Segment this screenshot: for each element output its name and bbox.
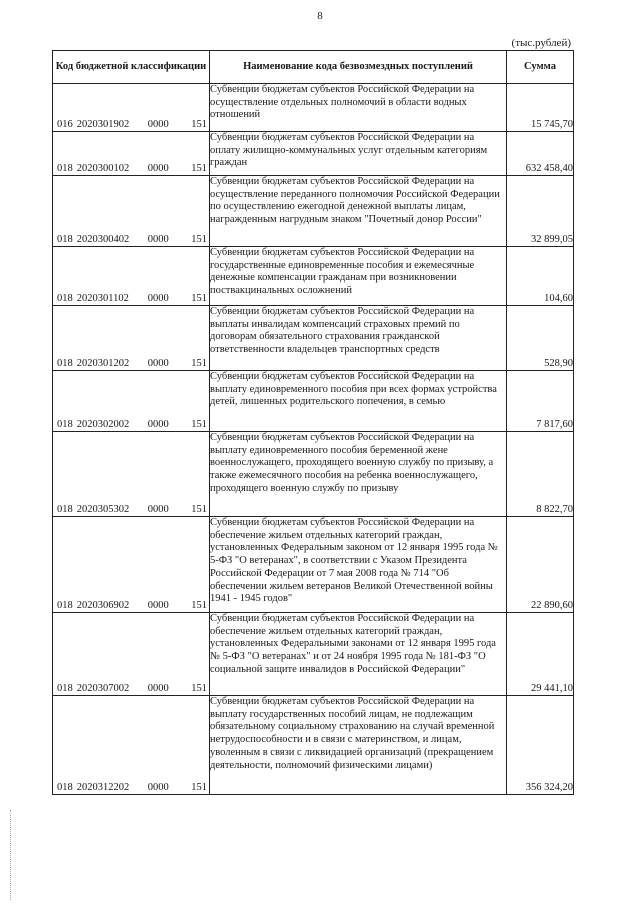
code-admin: 018 <box>57 419 73 430</box>
code-program: 0000 <box>147 234 169 245</box>
row-amount-cell: 632 458,40 <box>507 132 574 176</box>
code-econ: 151 <box>191 234 207 245</box>
budget-code <box>53 163 209 175</box>
budget-code <box>53 600 209 612</box>
code-admin: 016 <box>57 119 73 130</box>
row-code-cell <box>53 696 210 795</box>
row-amount-cell: 104,60 <box>507 247 574 306</box>
code-econ: 151 <box>191 683 207 694</box>
budget-code <box>53 683 209 695</box>
code-main: 2020300402 <box>76 234 130 245</box>
table-row <box>53 696 574 795</box>
code-admin: 018 <box>57 504 73 515</box>
code-main: 2020305302 <box>76 504 130 515</box>
row-code-cell <box>53 132 210 176</box>
code-main: 2020306902 <box>76 600 130 611</box>
code-admin: 018 <box>57 358 73 369</box>
row-name-cell: Субвенции бюджетам субъектов Российской Федерации на выплату единовременного пособия беременной жене военнослужащего, проходящего военную службу по призыву, а также ежемесячного пособия на ребенка военнослужащего, проходящего военную службу по призыву <box>210 432 507 517</box>
code-main: 2020301102 <box>76 293 129 304</box>
code-program: 0000 <box>147 419 169 430</box>
code-econ: 151 <box>191 782 207 793</box>
row-name-cell: Субвенции бюджетам субъектов Российской Федерации на осуществление переданного полномочия Российской Федерации по осуществлению ежегодной денежной выплаты лицам, награжденным нагрудным знаком "Почетный донор России" <box>210 176 507 247</box>
table-row <box>53 306 574 371</box>
code-program: 0000 <box>147 163 169 174</box>
table-row <box>53 432 574 517</box>
code-main: 2020301202 <box>76 358 130 369</box>
row-name-cell: Субвенции бюджетам субъектов Российской Федерации на выплату единовременного пособия при всех формах устройства детей, лишенных родительского попечения, в семью <box>210 371 507 432</box>
budget-code <box>53 782 209 794</box>
row-code-cell <box>53 432 210 517</box>
code-program: 0000 <box>147 358 169 369</box>
header-name: Наименование кода безвозмездных поступлений <box>210 51 507 84</box>
budget-code <box>53 234 209 246</box>
code-econ: 151 <box>191 293 207 304</box>
row-name-cell: Субвенции бюджетам субъектов Российской Федерации на оплату жилищно-коммунальных услуг отдельным категориям граждан <box>210 132 507 176</box>
code-econ: 151 <box>191 119 207 130</box>
row-amount-cell: 7 817,60 <box>507 371 574 432</box>
table-body <box>53 84 574 795</box>
row-code-cell <box>53 517 210 613</box>
budget-table <box>52 50 574 795</box>
budget-code <box>53 293 209 305</box>
code-admin: 018 <box>57 293 73 304</box>
table-row <box>53 517 574 613</box>
table-row <box>53 132 574 176</box>
row-amount-cell: 15 745,70 <box>507 84 574 132</box>
row-amount-cell: 29 441,10 <box>507 613 574 696</box>
row-name-cell: Субвенции бюджетам субъектов Российской Федерации на обеспечение жильем отдельных категорий граждан, установленных Федеральным законом от 12 января 1995 года № 5-ФЗ "О ветеранах", в соответствии с Указом Президента Российской Федерации от 7 мая 2008 года № 714 "Об обеспечении жильем ветеранов Великой Отечественной войны 1941 - 1945 годов" <box>210 517 507 613</box>
row-amount-cell: 32 899,05 <box>507 176 574 247</box>
row-code-cell <box>53 371 210 432</box>
row-amount-cell: 8 822,70 <box>507 432 574 517</box>
row-name-cell: Субвенции бюджетам субъектов Российской Федерации на осуществление отдельных полномочий в области водных отношений <box>210 84 507 132</box>
table-row <box>53 613 574 696</box>
budget-code <box>53 419 209 431</box>
code-program: 0000 <box>147 600 169 611</box>
row-amount-cell: 22 890,60 <box>507 517 574 613</box>
code-admin: 018 <box>57 782 73 793</box>
row-name-cell: Субвенции бюджетам субъектов Российской Федерации на выплаты инвалидам компенсаций страховых премий по договорам обязательного страхования гражданской ответственности владельцев транспортных средств <box>210 306 507 371</box>
row-code-cell <box>53 84 210 132</box>
budget-code <box>53 119 209 131</box>
table-row <box>53 84 574 132</box>
table-row <box>53 371 574 432</box>
code-program: 0000 <box>147 119 169 130</box>
code-program: 0000 <box>147 683 169 694</box>
code-econ: 151 <box>191 358 207 369</box>
code-main: 2020302002 <box>76 419 130 430</box>
units-label: (тыс.рублей) <box>511 37 571 49</box>
code-main: 2020307002 <box>76 683 130 694</box>
budget-code <box>53 358 209 370</box>
table-header-row <box>53 51 574 84</box>
scan-artifact <box>10 810 13 900</box>
header-amount: Сумма <box>507 51 574 84</box>
row-code-cell <box>53 306 210 371</box>
code-econ: 151 <box>191 419 207 430</box>
code-admin: 018 <box>57 234 73 245</box>
row-amount-cell: 528,90 <box>507 306 574 371</box>
code-admin: 018 <box>57 600 73 611</box>
code-program: 0000 <box>147 782 169 793</box>
code-program: 0000 <box>147 293 169 304</box>
row-code-cell <box>53 247 210 306</box>
table-row <box>53 247 574 306</box>
code-econ: 151 <box>191 504 207 515</box>
code-main: 2020312202 <box>76 782 130 793</box>
row-name-cell: Субвенции бюджетам субъектов Российской Федерации на государственные единовременные пособия и ежемесячные денежные компенсации гражданам при возникновении поствакцинальных осложнений <box>210 247 507 306</box>
page-number: 8 <box>317 10 323 22</box>
row-name-cell: Субвенции бюджетам субъектов Российской Федерации на выплату государственных пособий лицам, не подлежащим обязательному социальному страхованию на случай временной нетрудоспособности и в связи с материнством, и лицам, уволенным в связи с ликвидацией организаций (прекращением деятельности, полномочий физическими лицами) <box>210 696 507 795</box>
table-row <box>53 176 574 247</box>
header-code: Код бюджетной классификации <box>53 51 210 84</box>
budget-code <box>53 504 209 516</box>
row-name-cell: Субвенции бюджетам субъектов Российской Федерации на обеспечение жильем отдельных категорий граждан, установленных Федеральными законами от 12 января 1995 года № 5-ФЗ "О ветеранах" и от 24 ноября 1995 года № 181-ФЗ "О социальной защите инвалидов в Российской Федерации" <box>210 613 507 696</box>
code-econ: 151 <box>191 163 207 174</box>
code-main: 2020300102 <box>76 163 130 174</box>
code-admin: 018 <box>57 683 73 694</box>
code-admin: 018 <box>57 163 73 174</box>
code-econ: 151 <box>191 600 207 611</box>
row-code-cell <box>53 613 210 696</box>
row-code-cell <box>53 176 210 247</box>
row-amount-cell: 356 324,20 <box>507 696 574 795</box>
code-program: 0000 <box>147 504 169 515</box>
code-main: 2020301902 <box>76 119 130 130</box>
